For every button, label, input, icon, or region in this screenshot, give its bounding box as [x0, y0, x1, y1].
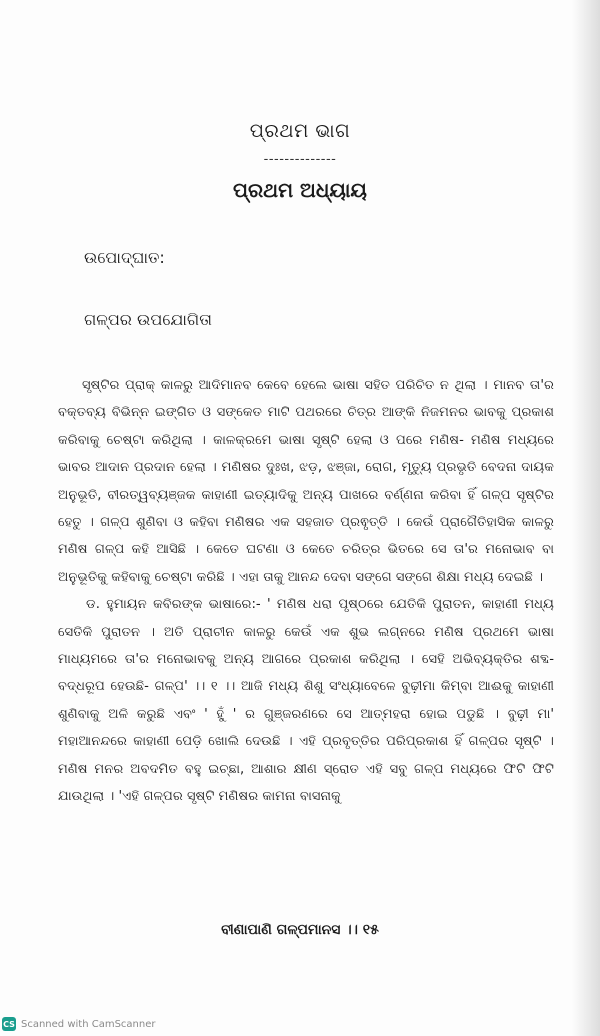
intro-heading: ଉପୋଦ୍‌ଘାତ: — [84, 248, 165, 267]
scanner-watermark — [2, 1016, 156, 1032]
paragraph: ଡ. ହୁମାୟନ କବିରଙ୍କ ଭାଷାରେ:- ' ମଣିଷ ଧରା ପୃଷ୍ଠରେ ଯେତିକି ପୁରାତନ, କାହାଣୀ ମଧ୍ୟ ସେତିକି ପୁରାତନ । ଅତି ପ୍ରାଚୀନ କାଳରୁ କେଉଁ ଏକ ଶୁଭ ଲଗ୍ନରେ ମଣିଷ ପ୍ରଥମେ ଭାଷା ମାଧ୍ୟମରେ ତା'ର ମନୋଭାବକୁ ଅନ୍ୟ ଆଗରେ ପ୍ରକାଶ କରିଥିଲା । ସେହି ଅଭିବ୍ୟକ୍ତିର ଶବ୍ଦ-ବଦ୍ଧରୂପ ହେଉଛି- ଗଳ୍ପ' ।। ୧ ।। ଆଜି ମଧ୍ୟ ଶିଶୁ ସଂଧ୍ୟାବେଳେ ବୁଢ଼ୀମା କିମ୍ବା ଆଈକୁ କାହାଣୀ ଶୁଣିବାକୁ ଅଳି କରୁଛି ଏବଂ ' ହୁଁ ' ର ଗୁଞ୍ଜରଣରେ ସେ ଆତ୍ମହରା ହୋଇ ପଡୁଛି । ବୁଢ଼ୀ ମା' ମହାଆନନ୍ଦରେ କାହାଣୀ ପେଡ଼ି ଖୋଲି ଦେଉଛି । ଏହି ପ୍ରବୃତ୍ତିର ପରିପ୍ରକାଶ ହିଁ ଗଳ୍ପର ସୃଷ୍ଟି । ମଣିଷ ମନର ଅବଦମିତ ବହୁ ଇଚ୍ଛା, ଆଶାର କ୍ଷୀଣ ସ୍ରୋତ ଏହି ସବୁ ଗଳ୍ପ ମଧ୍ୟରେ ଫିଟି ଫିଟି ଯାଉଥିଲା । 'ଏହି ଗଳ୍ପର ସୃଷ୍ଟି ମଣିଷର କାମନା ବାସନାକୁ — [58, 597, 554, 805]
chapter-title: ପ୍ରଥମ ଅଧ୍ୟାୟ — [233, 178, 367, 202]
title-divider: -------------- — [263, 152, 337, 167]
page-footer: ବୀଣାପାଣି ଗଳ୍ପମାନସ ।। ୧୫ — [221, 922, 379, 938]
body-text — [58, 372, 554, 811]
scanner-text: Scanned with CamScanner — [21, 1018, 156, 1030]
paragraph: ସୃଷ୍ଟିର ପ୍ରାକ୍ କାଳରୁ ଆଦିମାନବ କେବେ ହେଲେ ଭାଷା ସହିତ ପରିଚିତ ନ ଥିଲା । ମାନବ ତା'ର ବକ୍ତବ୍ୟ ବିଭିନ୍ନ ଇଙ୍ଗିତ ଓ ସଙ୍କେତ ମାଟି ପଥରରେ ଚିତ୍ର ଆଙ୍କି ନିଜମନର ଭାବକୁ ପ୍ରକାଶ କରିବାକୁ ଚେଷ୍ଟା କରିଥିଲା । କାଳକ୍ରମେ ଭାଷା ସୃଷ୍ଟି ହେଲା ଓ ପରେ ମଣିଷ- ମଣିଷ ମଧ୍ୟରେ ଭାବର ଆଦାନ ପ୍ରଦାନ ହେଲା । ମଣିଷର ଦୁଃଖ, ଝଡ଼, ଝଞ୍ଜା, ରୋଗ, ମୃତ୍ୟୁ ପ୍ରଭୃତି ବେଦନା ଦାୟକ ଅନୁଭୂତି, ବୀରତ୍ୱବ୍ୟଞ୍ଜକ କାହାଣୀ ଇତ୍ୟାଦିକୁ ଅନ୍ୟ ପାଖରେ ବର୍ଣ୍ଣନା କରିବା ହିଁ ଗଳ୍ପ ସୃଷ୍ଟିର ହେତୁ । ଗଳ୍ପ ଶୁଣିବା ଓ କହିବା ମଣିଷର ଏକ ସହଜାତ ପ୍ରଵୃତ୍ତି । କେଉଁ ପ୍ରାଗୈତିହାସିକ କାଳରୁ ମଣିଷ ଗଳ୍ପ କହି ଆସିଛି । କେତେ ଘଟଣା ଓ କେତେ ଚରିତ୍ର ଭିତରେ ସେ ତା'ର ମନୋଭାବ ବା ଅନୁଭୂତିକୁ କହିବାକୁ ଚେଷ୍ଟା କରିଛି । ଏହା ତାକୁ ଆନନ୍ଦ ଦେବା ସଙ୍ଗେ ସଙ୍ଗେ ଶିକ୍ଷା ମଧ୍ୟ ଦେଇଛି । — [58, 378, 554, 585]
camscanner-logo-icon: CS — [2, 1017, 16, 1031]
section-heading: ଗଳ୍ପର ଉପଯୋଗିତା — [84, 310, 212, 329]
part-title: ପ୍ରଥମ ଭାଗ — [249, 120, 351, 142]
